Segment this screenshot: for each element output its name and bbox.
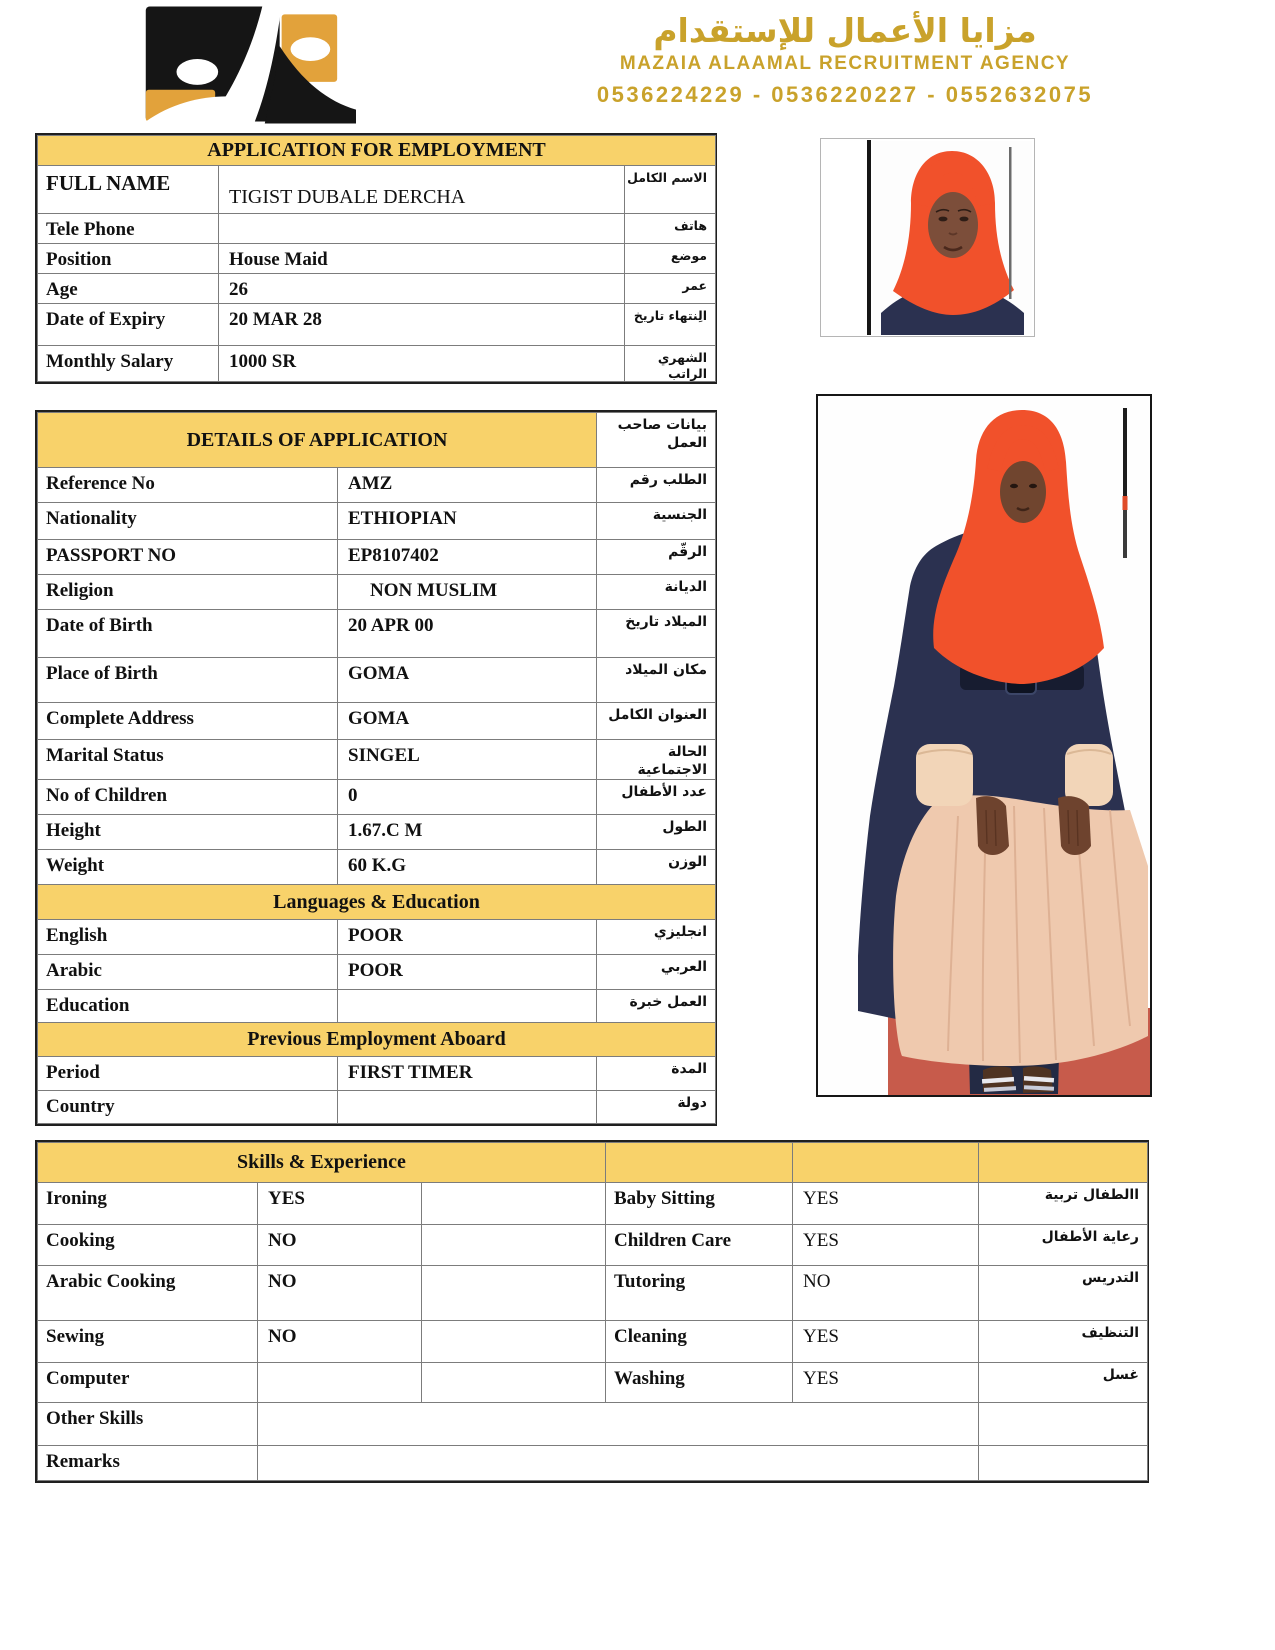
reference-no-value: AMZ bbox=[338, 468, 597, 503]
age-label: Age bbox=[38, 274, 219, 304]
agency-name-english: MAZAIA ALAAMAL RECRUITMENT AGENCY bbox=[619, 52, 1071, 74]
agency-phone-numbers: 0536224229 - 0536220227 - 0552632075 bbox=[596, 81, 1094, 107]
ironing-value: YES bbox=[258, 1183, 422, 1225]
cooking-label: Cooking bbox=[38, 1225, 258, 1266]
complete-address-value: GOMA bbox=[338, 703, 597, 740]
reference-no-label-arabic: الطلب رقم bbox=[597, 468, 716, 503]
english-label: English bbox=[38, 920, 338, 955]
baby-sitting-label: Baby Sitting bbox=[606, 1183, 793, 1225]
period-label: Period bbox=[38, 1057, 338, 1091]
header-spacer-cell bbox=[793, 1143, 979, 1183]
passport-no-label-arabic: الرقّم bbox=[597, 540, 716, 575]
weight-value: 60 K.G bbox=[338, 850, 597, 885]
application-table bbox=[35, 133, 717, 384]
no-of-children-label: No of Children bbox=[38, 780, 338, 815]
education-value bbox=[338, 990, 597, 1023]
full-name-value: TIGIST DUBALE DERCHA bbox=[219, 166, 625, 214]
age-value: 26 bbox=[219, 274, 625, 304]
complete-address-label: Complete Address bbox=[38, 703, 338, 740]
table-row bbox=[38, 244, 716, 274]
marital-status-value: SINGEL bbox=[338, 740, 597, 780]
table-header-row bbox=[38, 136, 716, 166]
table-row bbox=[38, 1091, 716, 1124]
weight-label-arabic: الوزن bbox=[597, 850, 716, 885]
computer-value bbox=[258, 1363, 422, 1403]
measuring-stick-icon bbox=[1123, 408, 1128, 558]
weight-label: Weight bbox=[38, 850, 338, 885]
section-header-row bbox=[38, 1023, 716, 1057]
details-table bbox=[35, 410, 717, 1126]
skills-table bbox=[35, 1140, 1149, 1483]
date-of-expiry-label: Date of Expiry bbox=[38, 304, 219, 346]
spacer-cell bbox=[422, 1183, 606, 1225]
education-label: Education bbox=[38, 990, 338, 1023]
tutoring-value: NO bbox=[793, 1266, 979, 1321]
no-of-children-label-arabic: عدد الأطفال bbox=[597, 780, 716, 815]
table-row bbox=[38, 304, 716, 346]
washing-label-arabic: غسل bbox=[979, 1363, 1148, 1403]
table-row bbox=[38, 1057, 716, 1091]
table-row bbox=[38, 540, 716, 575]
header-spacer-cell bbox=[979, 1143, 1148, 1183]
country-label: Country bbox=[38, 1091, 338, 1124]
table-row bbox=[38, 1446, 1148, 1481]
full-name-label-arabic: الاسم الكامل bbox=[625, 166, 716, 214]
remarks-value bbox=[258, 1446, 979, 1481]
place-of-birth-label: Place of Birth bbox=[38, 658, 338, 703]
table-header-row bbox=[38, 1143, 1148, 1183]
english-value: POOR bbox=[338, 920, 597, 955]
table-row bbox=[38, 1266, 1148, 1321]
table-row bbox=[38, 575, 716, 610]
country-value bbox=[338, 1091, 597, 1124]
agency-logo-icon bbox=[118, 4, 356, 124]
table-row bbox=[38, 740, 716, 780]
sewing-value: NO bbox=[258, 1321, 422, 1363]
table-row bbox=[38, 214, 716, 244]
table-row bbox=[38, 780, 716, 815]
no-of-children-value: 0 bbox=[338, 780, 597, 815]
place-of-birth-value: GOMA bbox=[338, 658, 597, 703]
table-row bbox=[38, 990, 716, 1023]
tutoring-label-arabic: التدريس bbox=[979, 1266, 1148, 1321]
table-row bbox=[38, 1403, 1148, 1446]
cleaning-label-arabic: التنظيف bbox=[979, 1321, 1148, 1363]
ironing-label: Ironing bbox=[38, 1183, 258, 1225]
table-row bbox=[38, 1183, 1148, 1225]
passport-no-label: PASSPORT NO bbox=[38, 540, 338, 575]
full-body-photo-image bbox=[818, 396, 1150, 1095]
height-value: 1.67.C M bbox=[338, 815, 597, 850]
height-label-arabic: الطول bbox=[597, 815, 716, 850]
table-row bbox=[38, 1321, 1148, 1363]
washing-value: YES bbox=[793, 1363, 979, 1403]
arabic-cooking-label: Arabic Cooking bbox=[38, 1266, 258, 1321]
previous-employment-section-title: Previous Employment Aboard bbox=[38, 1023, 716, 1057]
passport-no-value: EP8107402 bbox=[338, 540, 597, 575]
children-care-label-arabic: رعاية الأطفال bbox=[979, 1225, 1148, 1266]
age-label-arabic: عمر bbox=[625, 274, 716, 304]
nationality-label: Nationality bbox=[38, 503, 338, 540]
complete-address-label-arabic: العنوان الكامل bbox=[597, 703, 716, 740]
arabic-cooking-value: NO bbox=[258, 1266, 422, 1321]
sewing-label: Sewing bbox=[38, 1321, 258, 1363]
position-value: House Maid bbox=[219, 244, 625, 274]
tele-phone-label: Tele Phone bbox=[38, 214, 219, 244]
details-table-title-arabic: بيانات صاحب العمل bbox=[597, 413, 716, 468]
tele-phone-value bbox=[219, 214, 625, 244]
agency-logo bbox=[118, 4, 356, 124]
height-label: Height bbox=[38, 815, 338, 850]
position-label: Position bbox=[38, 244, 219, 274]
section-header-row bbox=[38, 885, 716, 920]
marital-status-label-arabic: الحالة الاجتماعية bbox=[597, 740, 716, 780]
arabic-label: Arabic bbox=[38, 955, 338, 990]
table-row bbox=[38, 658, 716, 703]
baby-sitting-value: YES bbox=[793, 1183, 979, 1225]
other-skills-value bbox=[258, 1403, 979, 1446]
other-skills-label: Other Skills bbox=[38, 1403, 258, 1446]
skills-table-title: Skills & Experience bbox=[38, 1143, 606, 1183]
applicant-full-body-photo bbox=[816, 394, 1152, 1097]
country-label-arabic: دولة bbox=[597, 1091, 716, 1124]
measuring-stick-icon bbox=[1009, 147, 1012, 299]
spacer-cell bbox=[979, 1446, 1148, 1481]
agency-name-arabic: مزايا الأعمال للإستقدام bbox=[653, 11, 1037, 50]
table-row bbox=[38, 703, 716, 740]
photo-frame-divider bbox=[867, 140, 871, 335]
monthly-salary-label-arabic: الشهري الراتب bbox=[625, 346, 716, 382]
arabic-label-arabic: العربي bbox=[597, 955, 716, 990]
arabic-value: POOR bbox=[338, 955, 597, 990]
date-of-birth-label-arabic: الميلاد تاريخ bbox=[597, 610, 716, 658]
date-of-expiry-value: 20 MAR 28 bbox=[219, 304, 625, 346]
table-row bbox=[38, 955, 716, 990]
full-name-label: FULL NAME bbox=[38, 166, 219, 214]
table-row bbox=[38, 1225, 1148, 1266]
period-value: FIRST TIMER bbox=[338, 1057, 597, 1091]
computer-label: Computer bbox=[38, 1363, 258, 1403]
spacer-cell bbox=[422, 1225, 606, 1266]
marital-status-label: Marital Status bbox=[38, 740, 338, 780]
details-table-title: DETAILS OF APPLICATION bbox=[38, 413, 597, 468]
spacer-cell bbox=[422, 1321, 606, 1363]
table-row bbox=[38, 166, 716, 214]
table-row bbox=[38, 610, 716, 658]
washing-label: Washing bbox=[606, 1363, 793, 1403]
nationality-label-arabic: الجنسية bbox=[597, 503, 716, 540]
spacer-cell bbox=[422, 1363, 606, 1403]
children-care-label: Children Care bbox=[606, 1225, 793, 1266]
agency-header bbox=[500, 12, 1190, 108]
header-spacer-cell bbox=[606, 1143, 793, 1183]
children-care-value: YES bbox=[793, 1225, 979, 1266]
spacer-cell bbox=[422, 1266, 606, 1321]
table-row bbox=[38, 503, 716, 540]
table-row bbox=[38, 850, 716, 885]
application-table-title: APPLICATION FOR EMPLOYMENT bbox=[38, 136, 716, 166]
religion-label: Religion bbox=[38, 575, 338, 610]
tutoring-label: Tutoring bbox=[606, 1266, 793, 1321]
spacer-cell bbox=[979, 1403, 1148, 1446]
table-row bbox=[38, 1363, 1148, 1403]
table-row bbox=[38, 468, 716, 503]
languages-section-title: Languages & Education bbox=[38, 885, 716, 920]
religion-label-arabic: الديانة bbox=[597, 575, 716, 610]
date-of-birth-label: Date of Birth bbox=[38, 610, 338, 658]
cleaning-label: Cleaning bbox=[606, 1321, 793, 1363]
remarks-label: Remarks bbox=[38, 1446, 258, 1481]
table-row bbox=[38, 274, 716, 304]
tele-phone-label-arabic: هاتف bbox=[625, 214, 716, 244]
table-row bbox=[38, 815, 716, 850]
english-label-arabic: انجليزي bbox=[597, 920, 716, 955]
table-header-row bbox=[38, 413, 716, 468]
monthly-salary-value: 1000 SR bbox=[219, 346, 625, 382]
position-label-arabic: موضع bbox=[625, 244, 716, 274]
place-of-birth-label-arabic: مكان الميلاد bbox=[597, 658, 716, 703]
portrait-photo-image bbox=[873, 141, 1032, 335]
table-row bbox=[38, 346, 716, 382]
religion-value: NON MUSLIM bbox=[338, 575, 597, 610]
monthly-salary-label: Monthly Salary bbox=[38, 346, 219, 382]
baby-sitting-label-arabic: االطفال تربية bbox=[979, 1183, 1148, 1225]
education-label-arabic: العمل خبرة bbox=[597, 990, 716, 1023]
reference-no-label: Reference No bbox=[38, 468, 338, 503]
date-of-birth-value: 20 APR 00 bbox=[338, 610, 597, 658]
table-row bbox=[38, 920, 716, 955]
applicant-portrait-photo bbox=[820, 138, 1035, 337]
date-of-expiry-label-arabic: الِنتهاء تاريخ bbox=[625, 304, 716, 346]
cleaning-value: YES bbox=[793, 1321, 979, 1363]
cooking-value: NO bbox=[258, 1225, 422, 1266]
nationality-value: ETHIOPIAN bbox=[338, 503, 597, 540]
period-label-arabic: المدة bbox=[597, 1057, 716, 1091]
